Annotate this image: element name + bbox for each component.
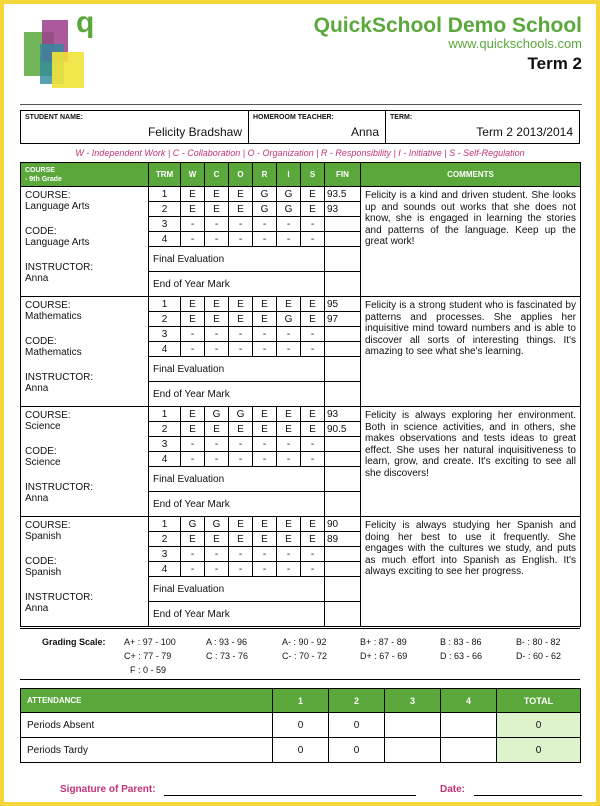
competency-grade: -: [181, 547, 205, 562]
grading-scale-value: D+ : 67 - 69: [360, 651, 408, 661]
attendance-cell: 0: [273, 738, 329, 763]
course-info: [21, 517, 149, 627]
course-name: Mathematics: [25, 311, 82, 322]
competency-grade: -: [301, 327, 325, 342]
course-code: Science: [25, 457, 61, 468]
code-label: CODE:: [25, 446, 57, 457]
grading-scale-value: C : 73 - 76: [206, 651, 249, 661]
term-number: 1: [149, 517, 181, 532]
course-code: Spanish: [25, 567, 62, 578]
competency-grade: -: [277, 437, 301, 452]
instructor-name: Anna: [25, 603, 49, 614]
final-grade: 89: [325, 532, 361, 547]
i-column-header: I: [277, 163, 301, 187]
competency-grade: E: [205, 312, 229, 327]
competency-grade: -: [229, 217, 253, 232]
course-label: COURSE:: [25, 300, 71, 311]
competency-grade: E: [229, 312, 253, 327]
competency-grade: E: [229, 422, 253, 437]
course-grade-level: - 9th Grade: [25, 175, 62, 183]
date-line[interactable]: [474, 795, 582, 796]
end-of-year-label: End of Year Mark: [149, 492, 325, 517]
competency-grade: E: [277, 517, 301, 532]
competency-grade: E: [253, 422, 277, 437]
student-name-value: Felicity Bradshaw: [147, 125, 242, 139]
course-column-header: [21, 163, 149, 187]
competency-grade: G: [277, 312, 301, 327]
final-evaluation-label: Final Evaluation: [149, 357, 325, 382]
final-grade: 93.5: [325, 187, 361, 202]
competency-grade: E: [205, 187, 229, 202]
course-name: Language Arts: [25, 201, 90, 212]
final-evaluation-label: Final Evaluation: [149, 467, 325, 492]
parent-signature-line[interactable]: [164, 795, 416, 796]
competency-grade: E: [181, 187, 205, 202]
final-evaluation-label: Final Evaluation: [149, 247, 325, 272]
instructor-name: Anna: [25, 493, 49, 504]
course-name: Science: [25, 421, 61, 432]
grading-scale-value: B- : 80 - 82: [516, 637, 561, 647]
end-of-year-label: End of Year Mark: [149, 602, 325, 627]
term-number: 2: [149, 202, 181, 217]
header-divider: [20, 104, 582, 105]
competency-grade: G: [205, 517, 229, 532]
term-box: [386, 111, 579, 143]
competency-grade: -: [229, 327, 253, 342]
attendance-cell: [441, 738, 497, 763]
competency-grade: -: [229, 562, 253, 577]
competency-grade: G: [253, 202, 277, 217]
instructor-name: Anna: [25, 273, 49, 284]
grading-scale-title: Grading Scale:: [42, 637, 106, 647]
competency-grade: G: [229, 407, 253, 422]
course-comment: Felicity is always studying her Spanish and doing her best to use it frequently. She engages with the cultures we study, and puts as much effort into Spanish as English. It's always exciting to see her progress.: [361, 517, 581, 627]
final-grade: [325, 452, 361, 467]
grade-row: [21, 187, 581, 202]
end-of-year-cell: [325, 272, 361, 297]
course-comment: Felicity is a kind and driven student. She looks up and sounds out works that she does not know, she is engaged in learning the stories and patterns of the language. Keep up the great work!: [361, 187, 581, 297]
final-grade: [325, 327, 361, 342]
competency-grade: -: [277, 547, 301, 562]
attendance-term-1-header: 1: [273, 689, 329, 713]
grade-row: [21, 407, 581, 422]
final-grade: [325, 342, 361, 357]
attendance-term-2-header: 2: [329, 689, 385, 713]
term-number: 3: [149, 547, 181, 562]
c-column-header: C: [205, 163, 229, 187]
term-number: 4: [149, 562, 181, 577]
competency-grade: E: [229, 187, 253, 202]
competency-grade: -: [301, 562, 325, 577]
competency-grade: -: [229, 437, 253, 452]
attendance-header: ATTENDANCE: [21, 689, 273, 713]
competency-grade: -: [301, 452, 325, 467]
grading-scale-value: A- : 90 - 92: [282, 637, 327, 647]
competency-grade: E: [205, 422, 229, 437]
end-of-year-cell: [325, 382, 361, 407]
competency-grade: E: [229, 532, 253, 547]
attendance-cell: [385, 713, 441, 738]
term-number: 4: [149, 342, 181, 357]
code-label: CODE:: [25, 556, 57, 567]
competency-grade: E: [301, 312, 325, 327]
final-evaluation-cell: [325, 467, 361, 492]
course-label: COURSE:: [25, 410, 71, 421]
competency-grade: -: [253, 562, 277, 577]
grades-header-row: [21, 163, 581, 187]
term-title: Term 2: [527, 54, 582, 73]
competency-grade: E: [181, 407, 205, 422]
term-number: 1: [149, 297, 181, 312]
competency-grade: -: [181, 437, 205, 452]
homeroom-teacher-value: Anna: [350, 125, 379, 139]
grading-scale-value: D- : 60 - 62: [516, 651, 562, 661]
course-info: [21, 187, 149, 297]
competency-grade: -: [253, 547, 277, 562]
quickschools-logo: [18, 8, 98, 98]
competency-grade: -: [301, 342, 325, 357]
course-comment: Felicity is a strong student who is fascinated by patterns and processes. She applies her inquisitive mind toward numbers and is able to discover all sorts of interesting things. It's amazing to see what she's learning.: [361, 297, 581, 407]
term-number: 4: [149, 452, 181, 467]
competency-grade: E: [253, 297, 277, 312]
competency-grade: G: [181, 517, 205, 532]
attendance-row-label: Periods Tardy: [21, 738, 273, 763]
term-number: 3: [149, 437, 181, 452]
fin-column-header: FIN: [325, 163, 361, 187]
competency-grade: E: [205, 202, 229, 217]
competency-grade: -: [253, 342, 277, 357]
s-column-header: S: [301, 163, 325, 187]
competency-grade: E: [301, 517, 325, 532]
term-number: 3: [149, 327, 181, 342]
attendance-cell: 0: [329, 738, 385, 763]
final-grade: [325, 562, 361, 577]
competency-grade: -: [277, 452, 301, 467]
competency-grade: -: [205, 562, 229, 577]
competency-grade: -: [181, 327, 205, 342]
competency-grade: -: [301, 217, 325, 232]
attendance-total-cell: 0: [497, 738, 581, 763]
competency-grade: E: [277, 407, 301, 422]
end-of-year-label: End of Year Mark: [149, 272, 325, 297]
competency-grade: E: [277, 422, 301, 437]
school-name: QuickSchool Demo School: [313, 14, 582, 37]
grading-scale-value: C+ : 77 - 79: [124, 651, 172, 661]
final-grade: 90.5: [325, 422, 361, 437]
attendance-cell: [441, 713, 497, 738]
report-card: [4, 4, 596, 802]
competency-grade: E: [301, 407, 325, 422]
competency-grade: -: [301, 547, 325, 562]
competency-grade: -: [253, 232, 277, 247]
grading-scale-value: C- : 70 - 72: [282, 651, 328, 661]
final-grade: [325, 437, 361, 452]
date-label: Date:: [440, 784, 466, 795]
competency-grade: E: [181, 532, 205, 547]
logo-letter: q: [76, 8, 95, 39]
final-grade: 90: [325, 517, 361, 532]
grade-row: [21, 517, 581, 532]
course-info: [21, 407, 149, 517]
course-header: COURSE: [25, 166, 55, 174]
competency-grade: E: [253, 517, 277, 532]
competency-grade: -: [253, 327, 277, 342]
competency-grade: E: [229, 202, 253, 217]
student-info-row: [20, 110, 580, 144]
competency-grade: G: [253, 187, 277, 202]
competency-grade: E: [301, 422, 325, 437]
school-url[interactable]: www.quickschools.com: [448, 36, 582, 51]
grading-scale-value: B+ : 87 - 89: [360, 637, 407, 647]
course-name: Spanish: [25, 531, 62, 542]
attendance-cell: [385, 738, 441, 763]
competency-grade: -: [229, 342, 253, 357]
term-number: 2: [149, 532, 181, 547]
competency-grade: E: [301, 297, 325, 312]
competency-grade: -: [205, 342, 229, 357]
competency-grade: -: [277, 327, 301, 342]
competency-grade: E: [229, 297, 253, 312]
term-value: Term 2 2013/2014: [476, 125, 573, 139]
competency-legend: W - Independent Work | C - Collaboration | O - Organization | R - Responsibility | I - Initiative | S - Self-Regulation: [75, 148, 525, 158]
end-of-year-cell: [325, 492, 361, 517]
course-label: COURSE:: [25, 190, 71, 201]
final-grade: 95: [325, 297, 361, 312]
competency-grade: E: [253, 532, 277, 547]
competency-grade: E: [205, 297, 229, 312]
o-column-header: O: [229, 163, 253, 187]
competency-grade: -: [253, 437, 277, 452]
competency-grade: -: [181, 452, 205, 467]
competency-grade: G: [277, 187, 301, 202]
final-grade: 97: [325, 312, 361, 327]
student-name-box: [21, 111, 249, 143]
attendance-row-tardy: [21, 738, 581, 763]
competency-grade: E: [181, 312, 205, 327]
attendance-cell: 0: [273, 713, 329, 738]
final-grade: [325, 217, 361, 232]
competency-grade: -: [229, 452, 253, 467]
competency-grade: E: [277, 532, 301, 547]
course-label: COURSE:: [25, 520, 71, 531]
comments-column-header: COMMENTS: [361, 163, 581, 187]
course-code: Mathematics: [25, 347, 82, 358]
grading-scale-value: B : 83 - 86: [440, 637, 482, 647]
term-number: 1: [149, 407, 181, 422]
instructor-label: INSTRUCTOR:: [25, 372, 94, 383]
grading-scale-value: A : 93 - 96: [206, 637, 248, 647]
competency-grade: G: [277, 202, 301, 217]
grading-scale-value: F : 0 - 59: [130, 665, 167, 675]
attendance-header-row: [21, 689, 581, 713]
competency-grade: -: [181, 562, 205, 577]
grade-row: [21, 297, 581, 312]
final-evaluation-cell: [325, 577, 361, 602]
competency-grade: -: [181, 217, 205, 232]
competency-grade: -: [253, 452, 277, 467]
instructor-label: INSTRUCTOR:: [25, 262, 94, 273]
r-column-header: R: [253, 163, 277, 187]
attendance-term-3-header: 3: [385, 689, 441, 713]
final-grade: 93: [325, 202, 361, 217]
competency-grade: -: [277, 217, 301, 232]
final-grade: [325, 547, 361, 562]
instructor-label: INSTRUCTOR:: [25, 482, 94, 493]
instructor-label: INSTRUCTOR:: [25, 592, 94, 603]
student-name-label: STUDENT NAME:: [25, 114, 83, 121]
competency-grade: -: [277, 562, 301, 577]
attendance-cell: 0: [329, 713, 385, 738]
term-number: 2: [149, 422, 181, 437]
competency-grade: -: [205, 232, 229, 247]
final-evaluation-label: Final Evaluation: [149, 577, 325, 602]
competency-grade: E: [181, 202, 205, 217]
competency-grade: E: [181, 297, 205, 312]
attendance-row-absent: [21, 713, 581, 738]
course-code: Language Arts: [25, 237, 90, 248]
competency-grade: -: [205, 547, 229, 562]
homeroom-teacher-label: HOMEROOM TEACHER:: [253, 114, 334, 121]
competency-grade: -: [181, 232, 205, 247]
grading-scale-value: D : 63 - 66: [440, 651, 483, 661]
competency-grade: -: [205, 437, 229, 452]
competency-grade: E: [205, 532, 229, 547]
grading-scale: [20, 628, 580, 680]
competency-grade: -: [205, 217, 229, 232]
homeroom-teacher-box: [249, 111, 386, 143]
competency-grade: E: [181, 422, 205, 437]
attendance-total-header: TOTAL: [497, 689, 581, 713]
competency-grade: -: [301, 437, 325, 452]
attendance-total-cell: 0: [497, 713, 581, 738]
attendance-term-4-header: 4: [441, 689, 497, 713]
grades-body: [21, 187, 581, 627]
code-label: CODE:: [25, 226, 57, 237]
competency-grade: -: [277, 232, 301, 247]
competency-grade: E: [253, 312, 277, 327]
w-column-header: W: [181, 163, 205, 187]
competency-grade: E: [301, 187, 325, 202]
end-of-year-cell: [325, 602, 361, 627]
competency-grade: -: [277, 342, 301, 357]
competency-grade: E: [277, 297, 301, 312]
final-evaluation-cell: [325, 357, 361, 382]
competency-grade: G: [205, 407, 229, 422]
code-label: CODE:: [25, 336, 57, 347]
competency-grade: -: [181, 342, 205, 357]
parent-signature-label: Signature of Parent:: [60, 784, 156, 795]
competency-grade: E: [229, 517, 253, 532]
competency-grade: E: [301, 532, 325, 547]
course-comment: Felicity is always exploring her environment. Both in science activities, and in others, she makes observations and tests ideas to great effect. She uses her natural inquisitiveness to learn, grow, and create. It's exciting to see all she discovers!: [361, 407, 581, 517]
term-number: 3: [149, 217, 181, 232]
term-label: TERM:: [390, 114, 413, 121]
term-number: 1: [149, 187, 181, 202]
competency-grade: E: [301, 202, 325, 217]
final-evaluation-cell: [325, 247, 361, 272]
competency-grade: -: [229, 547, 253, 562]
final-grade: [325, 232, 361, 247]
competency-grade: -: [229, 232, 253, 247]
competency-grade: E: [253, 407, 277, 422]
trm-column-header: TRM: [149, 163, 181, 187]
competency-grade: -: [301, 232, 325, 247]
competency-grade: -: [205, 327, 229, 342]
signature-row: [4, 784, 596, 800]
attendance-row-label: Periods Absent: [21, 713, 273, 738]
competency-grade: -: [253, 217, 277, 232]
instructor-name: Anna: [25, 383, 49, 394]
end-of-year-label: End of Year Mark: [149, 382, 325, 407]
term-number: 2: [149, 312, 181, 327]
final-grade: 93: [325, 407, 361, 422]
attendance-table: [20, 688, 581, 763]
grading-scale-value: A+ : 97 - 100: [124, 637, 176, 647]
term-number: 4: [149, 232, 181, 247]
course-info: [21, 297, 149, 407]
competency-grade: -: [205, 452, 229, 467]
grades-table: [20, 162, 581, 627]
